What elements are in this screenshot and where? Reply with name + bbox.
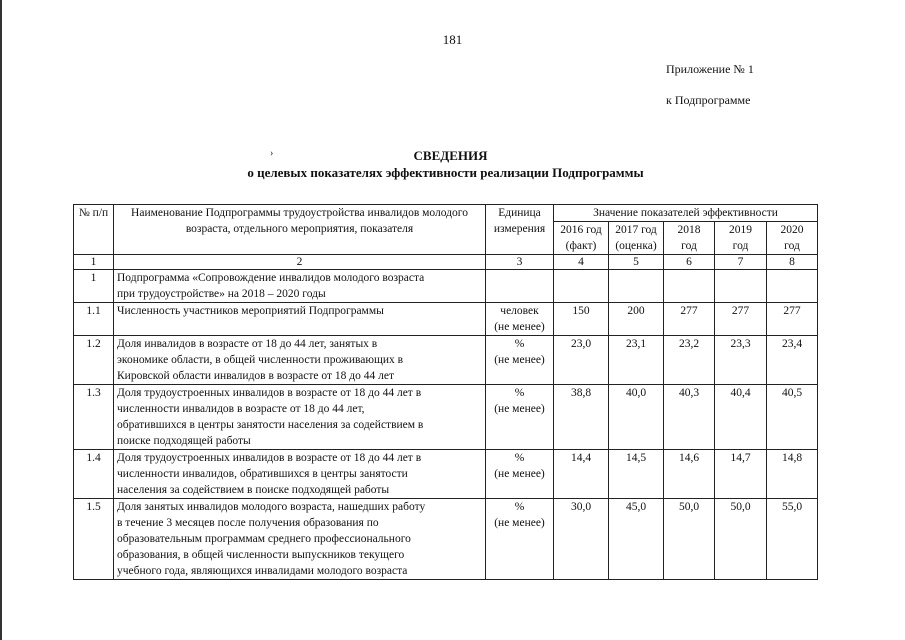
header-year-note: год <box>784 240 800 252</box>
row-value: 40,4 <box>715 385 767 450</box>
row-value <box>715 270 767 303</box>
column-number: 5 <box>609 255 664 270</box>
row-unit-line: % <box>514 501 525 513</box>
row-value: 14,5 <box>609 450 664 499</box>
row-number: 1.5 <box>74 499 114 580</box>
row-value: 23,1 <box>609 336 664 385</box>
row-unit <box>486 450 554 499</box>
row-value <box>554 270 609 303</box>
header-year-label: 2017 год <box>615 224 657 236</box>
header-row-top <box>74 205 818 222</box>
row-value: 55,0 <box>767 499 818 580</box>
row-value <box>664 270 715 303</box>
row-number: 1.1 <box>74 303 114 336</box>
row-name-line: Доля занятых инвалидов молодого возраста, нашедших работу <box>117 501 426 513</box>
row-name <box>114 303 486 336</box>
header-year-note: год <box>732 240 749 252</box>
header-year <box>609 222 664 255</box>
row-name-line: Доля инвалидов в возрасте от 18 до 44 лет, занятых в <box>117 338 378 350</box>
row-value: 277 <box>715 303 767 336</box>
header-year-label: 2018 <box>677 224 701 236</box>
column-number: 3 <box>486 255 554 270</box>
column-number: 2 <box>114 255 486 270</box>
header-year-label: 2016 год <box>560 224 602 236</box>
row-unit-line: % <box>514 452 525 464</box>
header-year <box>554 222 609 255</box>
header-name: Наименование Подпрограммы трудоустройства инвалидов молодого возраста, отдельного мероприятия, показателя <box>114 205 486 255</box>
row-unit <box>486 499 554 580</box>
header-num: № п/п <box>74 205 114 255</box>
row-number: 1.4 <box>74 450 114 499</box>
row-name-line: Численность участников мероприятий Подпрограммы <box>117 305 384 317</box>
row-name-line: экономике области, в общей численности проживающих в <box>117 354 404 366</box>
row-value: 23,4 <box>767 336 818 385</box>
column-number: 1 <box>74 255 114 270</box>
row-name <box>114 270 486 303</box>
row-value: 50,0 <box>664 499 715 580</box>
row-name-line: населения за содействием в поиске подходящей работы <box>117 484 390 496</box>
row-unit <box>486 270 554 303</box>
row-unit <box>486 303 554 336</box>
header-year <box>715 222 767 255</box>
row-name-line: поиске подходящей работы <box>117 435 251 447</box>
table-row <box>74 450 818 499</box>
header-values-group: Значение показателей эффективности <box>554 205 818 222</box>
row-name-line: численности инвалидов, обратившихся в центры занятости <box>117 468 408 480</box>
row-unit-line: (не менее) <box>494 517 545 529</box>
column-number-row <box>74 255 818 270</box>
table-row <box>74 303 818 336</box>
header-year-label: 2019 <box>729 224 752 236</box>
annex-subtitle: к Подпрограмме <box>666 93 751 107</box>
annex-label: Приложение № 1 <box>666 62 754 76</box>
row-name <box>114 450 486 499</box>
indicators-table <box>73 204 818 580</box>
column-number: 6 <box>664 255 715 270</box>
row-name-line: учебного года, являющихся инвалидами молодого возраста <box>117 565 408 577</box>
row-value: 277 <box>767 303 818 336</box>
row-value: 30,0 <box>554 499 609 580</box>
row-name-line: в течение 3 месяцев после получения образования по <box>117 517 379 529</box>
header-unit: Единица измерения <box>486 205 554 255</box>
header-year-note: (факт) <box>565 240 597 252</box>
row-name <box>114 499 486 580</box>
row-value: 50,0 <box>715 499 767 580</box>
row-unit <box>486 336 554 385</box>
row-value: 40,5 <box>767 385 818 450</box>
document-subtitle: о целевых показателях эффективности реализации Подпрограммы <box>247 165 644 180</box>
row-name-line: численности инвалидов в возрасте от 18 до 44 лет, <box>117 403 365 415</box>
row-value <box>609 270 664 303</box>
row-unit-line: (не менее) <box>494 354 545 366</box>
row-value: 200 <box>609 303 664 336</box>
row-value: 23,3 <box>715 336 767 385</box>
row-unit-line: % <box>514 338 525 350</box>
header-year-note: (оценка) <box>615 240 657 252</box>
header-year <box>767 222 818 255</box>
table-row <box>74 385 818 450</box>
row-number: 1.3 <box>74 385 114 450</box>
row-name-line: образовательным программам среднего профессионального <box>117 533 411 545</box>
column-number: 7 <box>715 255 767 270</box>
row-name-line: Кировской области инвалидов в возрасте от 18 до 44 лет <box>117 370 394 382</box>
row-number: 1.2 <box>74 336 114 385</box>
row-name-line: Подпрограмма «Сопровождение инвалидов молодого возраста <box>117 272 425 284</box>
row-value <box>767 270 818 303</box>
table-row <box>74 336 818 385</box>
column-number: 8 <box>767 255 818 270</box>
row-unit-line: (не менее) <box>494 468 545 480</box>
row-value: 40,0 <box>609 385 664 450</box>
row-unit-line: человек <box>500 305 539 317</box>
column-number: 4 <box>554 255 609 270</box>
scan-left-edge <box>0 0 2 640</box>
row-unit <box>486 385 554 450</box>
row-name-line: обратившихся в центры занятости населения за содействием в <box>117 419 424 431</box>
row-value: 40,3 <box>664 385 715 450</box>
row-unit-line: % <box>514 387 525 399</box>
row-name-line: образования, в общей численности выпускников текущего <box>117 549 405 561</box>
row-name-line: Доля трудоустроенных инвалидов в возрасте от 18 до 44 лет в <box>117 387 422 399</box>
row-value: 45,0 <box>609 499 664 580</box>
header-year-note: год <box>681 240 697 252</box>
row-value: 14,6 <box>664 450 715 499</box>
row-unit-line: (не менее) <box>494 321 545 333</box>
row-name-line: Доля трудоустроенных инвалидов в возрасте от 18 до 44 лет в <box>117 452 422 464</box>
header-year <box>664 222 715 255</box>
table-row <box>74 270 818 303</box>
row-value: 150 <box>554 303 609 336</box>
page-number: 181 <box>442 32 463 47</box>
row-name-line: при трудоустройстве» на 2018 – 2020 годы <box>117 288 326 300</box>
row-number: 1 <box>74 270 114 303</box>
row-value: 14,7 <box>715 450 767 499</box>
header-year-label: 2020 <box>780 224 804 236</box>
row-value: 23,2 <box>664 336 715 385</box>
row-value: 14,8 <box>767 450 818 499</box>
row-name <box>114 336 486 385</box>
row-value: 14,4 <box>554 450 609 499</box>
row-value: 277 <box>664 303 715 336</box>
table-row <box>74 499 818 580</box>
stray-mark: › <box>270 148 274 159</box>
row-unit-line: (не менее) <box>494 403 545 415</box>
document-title: СВЕДЕНИЯ <box>413 148 488 163</box>
row-value: 23,0 <box>554 336 609 385</box>
row-name <box>114 385 486 450</box>
row-value: 38,8 <box>554 385 609 450</box>
